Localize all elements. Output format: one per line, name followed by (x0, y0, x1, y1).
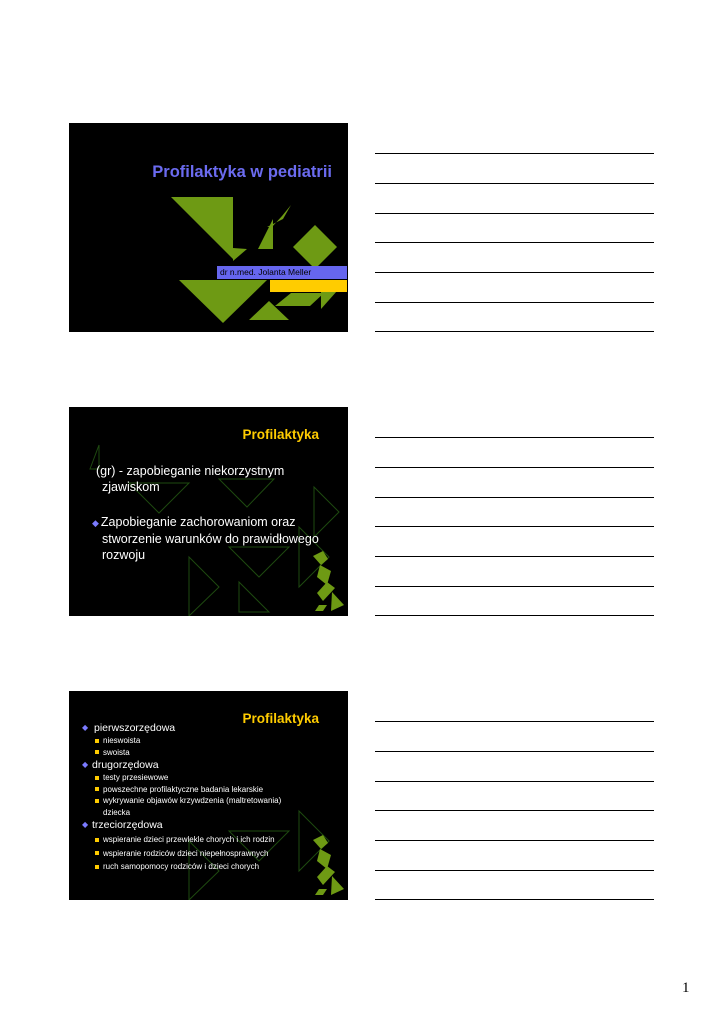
definition-text (96, 463, 284, 495)
sub-list-item: wspieranie rodziców dzieci niepełnosprawnych (82, 848, 344, 860)
square-bullet-icon (95, 776, 99, 780)
definition-line-1: (gr) - zapobieganie niekorzystnym (96, 464, 285, 478)
note-line (375, 153, 654, 154)
note-line (375, 751, 654, 752)
note-line (375, 242, 654, 243)
note-line (375, 810, 654, 811)
note-line (375, 840, 654, 841)
note-line (375, 526, 654, 527)
author-label: dr n.med. Jolanta Meller (217, 266, 347, 279)
prevention-line-1: ◆ Zapobieganie zachorowaniom oraz (92, 515, 296, 529)
note-line (375, 556, 654, 557)
note-line (375, 302, 654, 303)
prevention-levels-list (82, 721, 344, 873)
diamond-bullet-icon: ◆ (92, 518, 99, 528)
square-bullet-icon (95, 750, 99, 754)
slide-2 (69, 407, 348, 616)
sub-list-item-continuation: dziecka (103, 807, 131, 817)
square-bullet-icon (95, 865, 99, 869)
note-line (375, 586, 654, 587)
note-line (375, 497, 654, 498)
note-line (375, 899, 654, 900)
list-item: ◆ pierwszorzędowa (82, 722, 176, 734)
yellow-accent-bar (270, 280, 347, 292)
note-line (375, 272, 654, 273)
note-line (375, 331, 654, 332)
list-item: ◆ trzeciorzędowa (82, 819, 163, 831)
sub-list-item: swoista (82, 747, 344, 759)
square-bullet-icon (95, 799, 99, 803)
sub-list-item: ruch samopomocy rodziców i dzieci chorych (82, 861, 344, 873)
note-line (375, 437, 654, 438)
prevention-line-3: rozwoju (102, 548, 146, 562)
prevention-line-2: stworzenie warunków do prawidłowego (102, 532, 319, 546)
diamond-bullet-icon: ◆ (82, 760, 89, 769)
diamond-bullet-icon: ◆ (82, 723, 89, 732)
prevention-bullet (92, 514, 319, 563)
diamond-bullet-icon: ◆ (82, 820, 89, 829)
slide-1-title: Profilaktyka w pediatrii (152, 163, 332, 181)
page-number: 1 (682, 980, 690, 996)
square-bullet-icon (95, 851, 99, 855)
sub-list-item: wspieranie dzieci przewlekle chorych i ich rodzin (82, 834, 344, 846)
slide-1 (69, 123, 348, 332)
square-bullet-icon (95, 838, 99, 842)
sub-list-item: powszechne profilaktyczne badania lekarskie (82, 784, 344, 796)
slide-2-title: Profilaktyka (242, 427, 319, 442)
note-line (375, 213, 654, 214)
list-item: ◆ drugorzędowa (82, 759, 159, 771)
sub-list-item: nieswoista (82, 735, 344, 747)
note-line (375, 183, 654, 184)
note-line (375, 615, 654, 616)
sub-list-item: wykrywanie objawów krzywdzenia (maltretowania) (82, 795, 344, 807)
note-line (375, 467, 654, 468)
note-line (375, 781, 654, 782)
square-bullet-icon (95, 739, 99, 743)
definition-line-2: zjawiskom (102, 480, 160, 494)
sub-list-item: testy przesiewowe (82, 772, 344, 784)
note-line (375, 721, 654, 722)
slide-3 (69, 691, 348, 900)
note-line (375, 870, 654, 871)
tangram-decoration (69, 123, 348, 332)
square-bullet-icon (95, 787, 99, 791)
slide-3-title: Profilaktyka (242, 711, 319, 726)
